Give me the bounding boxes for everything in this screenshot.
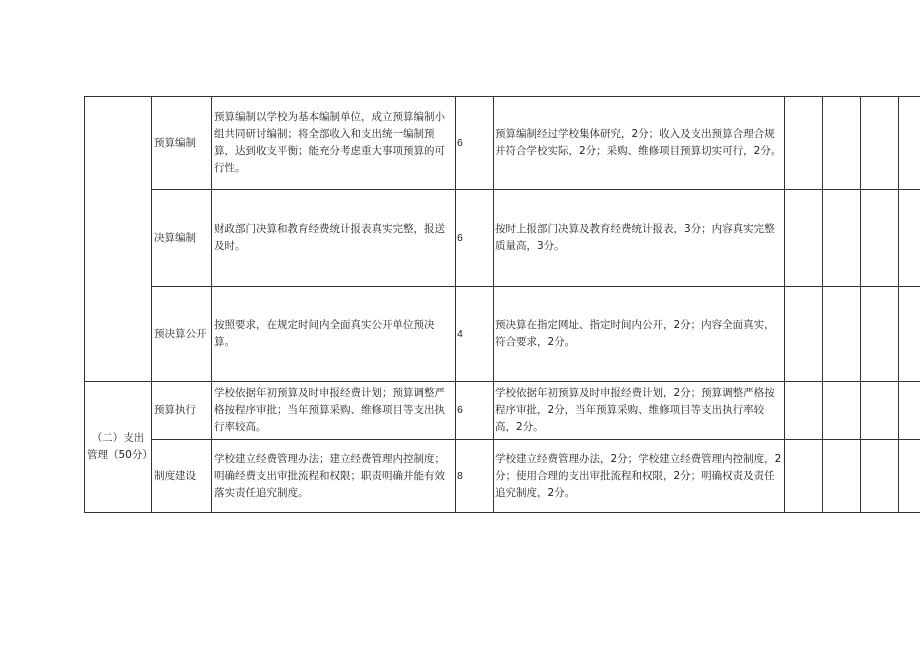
blank-cell bbox=[785, 382, 823, 440]
blank-cell bbox=[899, 382, 920, 440]
category-label: （二）支出管理（50分） bbox=[87, 432, 153, 461]
item-label: 预算执行 bbox=[154, 404, 196, 416]
score-value: 6 bbox=[457, 404, 463, 416]
table-row bbox=[85, 97, 920, 190]
content-text: 预算编制以学校为基本编制单位，成立预算编制小组共同研讨编制；将全部收入和支出统一编制预算，达到收支平衡；能充分考虑重大事项预算的可行性。 bbox=[214, 111, 445, 174]
blank-cell bbox=[785, 97, 823, 190]
blank-cell bbox=[861, 287, 899, 382]
blank-cell bbox=[823, 382, 861, 440]
blank-cell bbox=[785, 287, 823, 382]
blank-cell bbox=[823, 440, 861, 513]
criteria-text: 预算编制经过学校集体研究，2分；收入及支出预算合理合规并符合学校实际，2分；采购、维修项目预算切实可行，2分。 bbox=[495, 128, 782, 157]
blank-cell bbox=[785, 190, 823, 287]
content-cell bbox=[212, 190, 456, 287]
item-label: 决算编制 bbox=[154, 231, 196, 244]
evaluation-table bbox=[84, 96, 920, 513]
item-label: 制度建设 bbox=[154, 469, 196, 482]
score-cell bbox=[456, 440, 494, 513]
criteria-text: 按时上报部门决算及教育经费统计报表，3分；内容真实完整质量高，3分。 bbox=[495, 223, 775, 252]
criteria-cell bbox=[494, 190, 785, 287]
content-text: 财政部门决算和教育经费统计报表真实完整，报送及时。 bbox=[214, 223, 445, 252]
table-row bbox=[85, 190, 920, 287]
score-cell bbox=[456, 190, 494, 287]
blank-cell bbox=[899, 97, 920, 190]
score-cell bbox=[456, 382, 494, 440]
criteria-cell bbox=[494, 440, 785, 513]
criteria-cell bbox=[494, 97, 785, 190]
item-label: 预决算公开 bbox=[154, 327, 207, 340]
item-cell bbox=[152, 190, 212, 287]
criteria-text: 学校依据年初预算及时申报经费计划，2分；预算调整严格按程序审批，2分，当年预算采购、维修项目等支出执行率较高，2分。 bbox=[495, 387, 775, 433]
category-cell bbox=[85, 382, 152, 513]
item-cell bbox=[152, 287, 212, 382]
content-cell bbox=[212, 287, 456, 382]
score-cell bbox=[456, 287, 494, 382]
table-row bbox=[85, 440, 920, 513]
blank-cell bbox=[823, 190, 861, 287]
blank-cell bbox=[823, 287, 861, 382]
blank-cell bbox=[861, 97, 899, 190]
score-value: 6 bbox=[457, 136, 463, 149]
blank-cell bbox=[785, 440, 823, 513]
content-cell bbox=[212, 382, 456, 440]
score-cell bbox=[456, 97, 494, 190]
blank-cell bbox=[861, 190, 899, 287]
criteria-cell bbox=[494, 382, 785, 440]
criteria-text: 学校建立经费管理办法，2分；学校建立经费管理内控制度，2分；使用合理的支出审批流程和权限，2分；明确权责及责任追究制度，2分。 bbox=[495, 452, 782, 499]
table-row bbox=[85, 382, 920, 440]
blank-cell bbox=[861, 440, 899, 513]
content-cell bbox=[212, 97, 456, 190]
criteria-cell bbox=[494, 287, 785, 382]
category-cell-empty bbox=[85, 97, 152, 382]
item-label: 预算编制 bbox=[154, 136, 196, 149]
content-text: 学校建立经费管理办法；建立经费管理内控制度；明确经费支出审批流程和权限；职责明确并能有效落实责任追究制度。 bbox=[214, 452, 445, 499]
criteria-text: 预决算在指定网址、指定时间内公开，2分；内容全面真实，符合要求，2分。 bbox=[495, 319, 775, 348]
blank-cell bbox=[899, 287, 920, 382]
item-cell bbox=[152, 440, 212, 513]
content-cell bbox=[212, 440, 456, 513]
score-value: 6 bbox=[457, 231, 463, 244]
score-value: 8 bbox=[457, 469, 463, 482]
blank-cell bbox=[823, 97, 861, 190]
content-text: 按照要求，在规定时间内全面真实公开单位预决算。 bbox=[214, 319, 435, 348]
score-value: 4 bbox=[457, 327, 463, 340]
content-text: 学校依据年初预算及时申报经费计划；预算调整严格按程序审批；当年预算采购、维修项目等支出执行率较高。 bbox=[214, 387, 445, 433]
item-cell bbox=[152, 382, 212, 440]
blank-cell bbox=[861, 382, 899, 440]
blank-cell bbox=[899, 190, 920, 287]
item-cell bbox=[152, 97, 212, 190]
table-row bbox=[85, 287, 920, 382]
blank-cell bbox=[899, 440, 920, 513]
